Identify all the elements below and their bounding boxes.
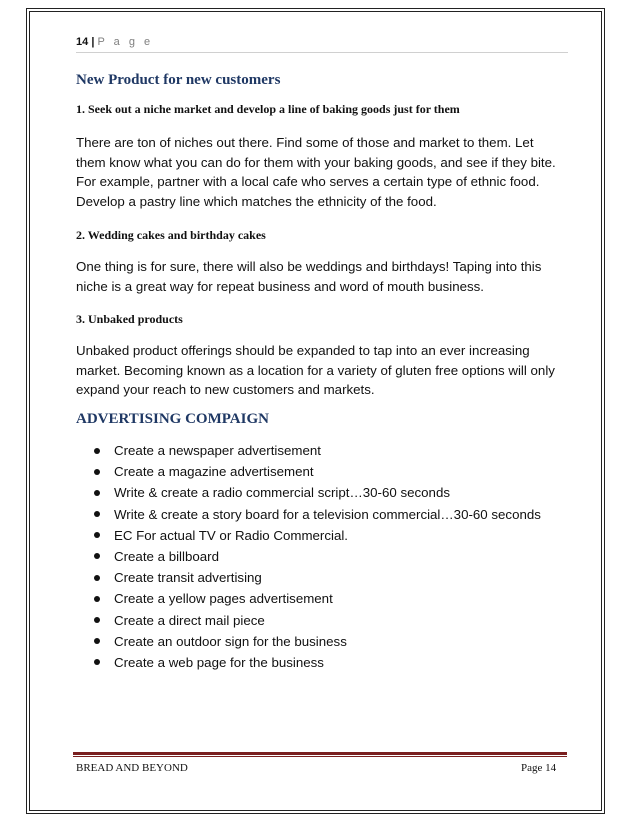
list-item	[76, 588, 541, 609]
list-item-text: Create a yellow pages advertisement	[114, 591, 333, 607]
list-item	[76, 546, 541, 567]
bullet-icon	[94, 490, 100, 496]
list-item	[76, 525, 541, 546]
list-item	[76, 482, 541, 503]
advertising-list	[76, 440, 541, 673]
list-item	[76, 567, 541, 588]
subheading-unbaked-products: 3. Unbaked products	[76, 312, 183, 326]
paragraph-unbaked-products: Unbaked product offerings should be expanded to tap into an ever increasing market. Becoming known as a location for a variety of gluten free options will only expand your reach to new customers and markets.	[76, 343, 555, 397]
bullet-icon	[94, 596, 100, 602]
list-item-text: Create a direct mail piece	[114, 612, 265, 628]
footer-title: BREAD AND BEYOND	[76, 762, 188, 774]
list-item	[76, 440, 541, 461]
list-item	[76, 631, 541, 652]
list-item-text: Create transit advertising	[114, 570, 262, 586]
list-item	[76, 610, 541, 631]
page-content	[76, 36, 566, 670]
list-item-text: Create a billboard	[114, 548, 219, 564]
header-separator: |	[91, 36, 95, 48]
list-item-text: Write & create a radio commercial script…30-60 seconds	[114, 485, 450, 501]
bullet-icon	[94, 511, 100, 517]
bullet-icon	[94, 659, 100, 665]
footer-divider-thick	[73, 752, 567, 755]
bullet-icon	[94, 532, 100, 538]
bullet-icon	[94, 638, 100, 644]
paragraph-wedding-cakes: One thing is for sure, there will also be weddings and birthdays! Taping into this niche is a great way for repeat business and word of mouth business.	[76, 259, 542, 294]
paragraph-niche-market: There are ton of niches out there. Find some of those and market to them. Let them know what you can do for them with your baking goods, and see if they bite. For example, partner with a local cafe who serves a certain type of ethnic food. Develop a pastry line which matches the ethnicity of the food.	[76, 135, 556, 209]
page-header	[76, 36, 568, 53]
list-item-text: Write & create a story board for a television commercial…30-60 seconds	[114, 506, 541, 522]
section-title-advertising: ADVERTISING COMPAIGN	[76, 411, 269, 427]
list-item-text: Create an outdoor sign for the business	[114, 633, 347, 649]
section-title-new-product: New Product for new customers	[76, 72, 281, 88]
list-item-text: Create a newspaper advertisement	[114, 443, 321, 458]
list-item-text: Create a magazine advertisement	[114, 464, 314, 480]
subheading-wedding-cakes: 2. Wedding cakes and birthday cakes	[76, 228, 266, 242]
bullet-icon	[94, 553, 100, 559]
bullet-icon	[94, 448, 100, 454]
footer-page-number: Page 14	[521, 762, 557, 774]
list-item	[76, 461, 541, 482]
bullet-icon	[94, 469, 100, 475]
list-item-text: EC For actual TV or Radio Commercial.	[114, 527, 349, 543]
bullet-icon	[94, 617, 100, 623]
header-page-number: 14	[76, 36, 89, 48]
list-item-text: Create a web page for the business	[114, 654, 324, 670]
header-page-word: P a g e	[97, 36, 154, 48]
list-item	[76, 652, 541, 673]
bullet-icon	[94, 575, 100, 581]
subheading-niche-market: 1. Seek out a niche market and develop a line of baking goods just for them	[76, 102, 460, 116]
list-item	[76, 504, 541, 525]
footer-divider-thin	[73, 756, 567, 757]
